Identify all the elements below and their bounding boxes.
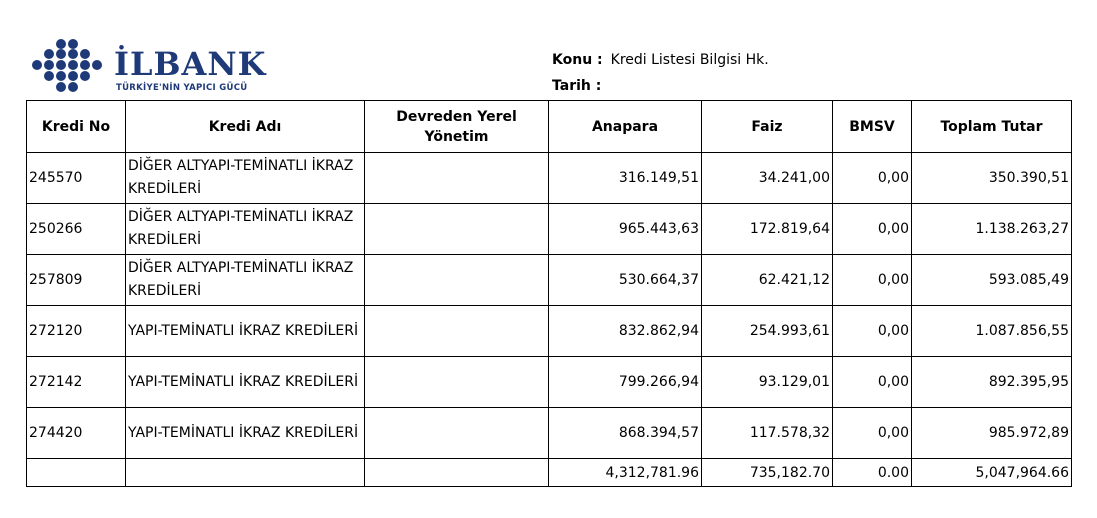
logo-tagline: TÜRKİYE'NİN YAPICI GÜCÜ bbox=[116, 83, 248, 93]
cell-toplam: 892.395,95 bbox=[912, 357, 1072, 408]
total-bmsv: 0.00 bbox=[833, 459, 912, 487]
ilbank-logo bbox=[28, 38, 267, 98]
col-header-anapara: Anapara bbox=[549, 101, 702, 153]
cell-faiz: 254.993,61 bbox=[702, 306, 833, 357]
table-row bbox=[27, 255, 1072, 306]
col-header-toplam: Toplam Tutar bbox=[912, 101, 1072, 153]
cell-faiz: 117.578,32 bbox=[702, 408, 833, 459]
cell-kredi-no: 272142 bbox=[27, 357, 126, 408]
document-header bbox=[0, 0, 1097, 100]
cell-bmsv: 0,00 bbox=[833, 255, 912, 306]
cell-devreden bbox=[365, 357, 549, 408]
cell-kredi-adi: YAPI-TEMİNATLI İKRAZ KREDİLERİ bbox=[126, 408, 365, 459]
cell-devreden bbox=[365, 306, 549, 357]
col-header-devreden: Devreden Yerel Yönetim bbox=[365, 101, 549, 153]
cell-devreden bbox=[365, 153, 549, 204]
cell-devreden bbox=[365, 255, 549, 306]
cell-bmsv: 0,00 bbox=[833, 204, 912, 255]
cell-devreden bbox=[365, 204, 549, 255]
cell-toplam: 1.138.263,27 bbox=[912, 204, 1072, 255]
cell-kredi-adi: DİĞER ALTYAPI-TEMİNATLI İKRAZ KREDİLERİ bbox=[126, 204, 365, 255]
cell-anapara: 316.149,51 bbox=[549, 153, 702, 204]
cell-kredi-no: 274420 bbox=[27, 408, 126, 459]
col-header-kredi-adi: Kredi Adı bbox=[126, 101, 365, 153]
cell-bmsv: 0,00 bbox=[833, 408, 912, 459]
table-row bbox=[27, 357, 1072, 408]
totals-row bbox=[27, 459, 1072, 487]
table-row bbox=[27, 306, 1072, 357]
table-header-row bbox=[27, 101, 1072, 153]
cell-bmsv: 0,00 bbox=[833, 306, 912, 357]
subject-value: Kredi Listesi Bilgisi Hk. bbox=[610, 52, 769, 68]
table-row bbox=[27, 204, 1072, 255]
cell-faiz: 34.241,00 bbox=[702, 153, 833, 204]
date-row bbox=[552, 73, 769, 99]
cell-anapara: 799.266,94 bbox=[549, 357, 702, 408]
col-header-faiz: Faiz bbox=[702, 101, 833, 153]
cell-total-empty bbox=[27, 459, 126, 487]
cell-bmsv: 0,00 bbox=[833, 153, 912, 204]
cell-total-empty bbox=[126, 459, 365, 487]
cell-anapara: 530.664,37 bbox=[549, 255, 702, 306]
cell-anapara: 965.443,63 bbox=[549, 204, 702, 255]
cell-kredi-adi: DİĞER ALTYAPI-TEMİNATLI İKRAZ KREDİLERİ bbox=[126, 255, 365, 306]
cell-anapara: 868.394,57 bbox=[549, 408, 702, 459]
cell-kredi-no: 250266 bbox=[27, 204, 126, 255]
total-toplam: 5,047,964.66 bbox=[912, 459, 1072, 487]
table-row bbox=[27, 153, 1072, 204]
col-header-kredi-no: Kredi No bbox=[27, 101, 126, 153]
total-faiz: 735,182.70 bbox=[702, 459, 833, 487]
cell-faiz: 62.421,12 bbox=[702, 255, 833, 306]
credit-list-table bbox=[26, 100, 1072, 487]
cell-total-empty bbox=[365, 459, 549, 487]
cell-toplam: 350.390,51 bbox=[912, 153, 1072, 204]
col-header-bmsv: BMSV bbox=[833, 101, 912, 153]
cell-kredi-adi: DİĞER ALTYAPI-TEMİNATLI İKRAZ KREDİLERİ bbox=[126, 153, 365, 204]
cell-kredi-adi: YAPI-TEMİNATLI İKRAZ KREDİLERİ bbox=[126, 306, 365, 357]
subject-row bbox=[552, 47, 769, 73]
date-label: Tarih : bbox=[552, 78, 602, 94]
cell-faiz: 93.129,01 bbox=[702, 357, 833, 408]
cell-kredi-no: 257809 bbox=[27, 255, 126, 306]
dots-logo-icon bbox=[28, 38, 108, 98]
subject-label: Konu : bbox=[552, 52, 603, 68]
cell-kredi-no: 245570 bbox=[27, 153, 126, 204]
cell-toplam: 1.087.856,55 bbox=[912, 306, 1072, 357]
cell-toplam: 985.972,89 bbox=[912, 408, 1072, 459]
cell-kredi-no: 272120 bbox=[27, 306, 126, 357]
cell-toplam: 593.085,49 bbox=[912, 255, 1072, 306]
cell-faiz: 172.819,64 bbox=[702, 204, 833, 255]
document-meta bbox=[552, 47, 769, 99]
cell-kredi-adi: YAPI-TEMİNATLI İKRAZ KREDİLERİ bbox=[126, 357, 365, 408]
cell-devreden bbox=[365, 408, 549, 459]
table-row bbox=[27, 408, 1072, 459]
logo-wordmark: İLBANK bbox=[114, 45, 267, 83]
total-anapara: 4,312,781.96 bbox=[549, 459, 702, 487]
cell-anapara: 832.862,94 bbox=[549, 306, 702, 357]
cell-bmsv: 0,00 bbox=[833, 357, 912, 408]
